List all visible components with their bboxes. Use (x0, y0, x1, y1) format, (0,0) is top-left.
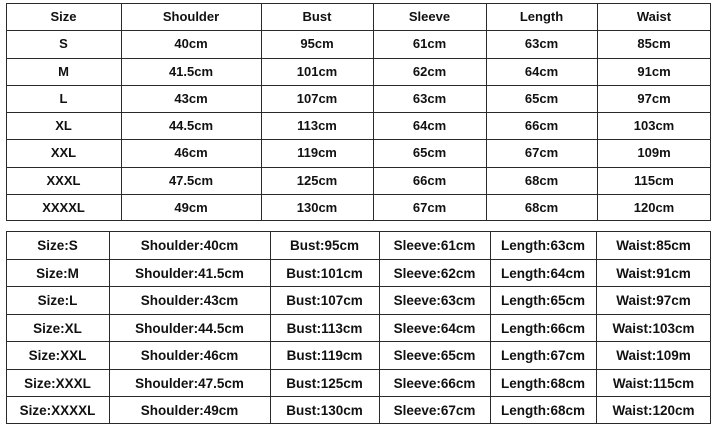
table-cell: 43cm (174, 91, 208, 106)
table-cell: 97cm (637, 91, 671, 106)
table-cell: Sleeve:64cm (393, 320, 476, 336)
table-cell: 64cm (524, 64, 559, 79)
table-cell: 119cm (297, 145, 337, 160)
table-cell: 61cm (412, 36, 447, 51)
table-cell: S (59, 36, 68, 51)
table-cell: XXXL (46, 173, 81, 188)
table-cell: Length:68cm (500, 375, 585, 391)
table-cell: 115cm (634, 173, 674, 188)
table-cell: Bust:113cm (286, 320, 363, 336)
table-cell: Length:66cm (500, 320, 585, 336)
table-cell: Sleeve:66cm (393, 375, 476, 391)
table-cell: 107cm (296, 91, 338, 106)
table-cell: Shoulder:41.5cm (135, 265, 244, 281)
table-cell: Waist:97cm (616, 292, 691, 308)
table-row (6, 85, 711, 112)
table-row (6, 112, 711, 139)
table-cell: Shoulder:43cm (140, 292, 239, 308)
size-chart-labeled-table (6, 231, 711, 424)
table-row (6, 259, 711, 287)
header-cell: Shoulder (162, 9, 220, 24)
table-cell: 65cm (412, 145, 447, 160)
table-cell: Sleeve:61cm (393, 237, 476, 253)
table-cell: 101cm (296, 64, 338, 79)
table-cell: Sleeve:67cm (393, 402, 476, 418)
table-row (6, 341, 711, 369)
table-cell: Size:XXXXL (19, 402, 96, 418)
table-cell: 125cm (296, 173, 338, 188)
table-cell: 68cm (524, 200, 559, 215)
table-cell: 67cm (412, 200, 447, 215)
header-cell: Bust (302, 9, 332, 24)
table-cell: Size:XXXL (24, 375, 91, 391)
table-cell: M (58, 64, 69, 79)
table-cell: 109m (637, 145, 671, 160)
table-cell: 103cm (633, 118, 675, 133)
table-cell: Size:XL (33, 320, 82, 336)
table-row (6, 30, 711, 57)
table-cell: 63cm (412, 91, 447, 106)
table-cell: 68cm (524, 173, 559, 188)
table-cell: Shoulder:47.5cm (135, 375, 244, 391)
header-cell: Size (50, 9, 77, 24)
table-row (6, 286, 711, 314)
table-cell: 85cm (637, 36, 671, 51)
table-cell: Length:64cm (500, 265, 585, 281)
table-cell: Size:XXL (28, 347, 87, 363)
table-row (6, 58, 711, 85)
table-cell: 113cm (297, 118, 337, 133)
table-cell: 130cm (296, 200, 338, 215)
table-cell: L (59, 91, 68, 106)
table-row (6, 314, 711, 342)
table-cell: Shoulder:49cm (140, 402, 239, 418)
table-cell: 64cm (412, 118, 447, 133)
table-cell: 65cm (524, 91, 559, 106)
table-cell: 63cm (524, 36, 559, 51)
table-cell: Size:L (37, 292, 78, 308)
table-cell: Bust:101cm (286, 265, 363, 281)
table-cell: 66cm (524, 118, 559, 133)
table-header-row (6, 3, 711, 30)
table-cell: Length:67cm (500, 347, 585, 363)
table-cell: Sleeve:63cm (393, 292, 476, 308)
table-cell: XL (55, 118, 72, 133)
table-row (6, 369, 711, 397)
header-cell: Waist (636, 9, 672, 24)
table-row (6, 139, 711, 166)
table-cell: Bust:130cm (286, 402, 363, 418)
table-cell: Shoulder:44.5cm (135, 320, 244, 336)
table-cell: Sleeve:62cm (393, 265, 476, 281)
table-cell: XXXXL (42, 200, 85, 215)
table-cell: Bust:119cm (286, 347, 363, 363)
table-cell: Size:M (36, 265, 79, 281)
size-chart-table (6, 3, 711, 221)
table-cell: Length:63cm (500, 237, 585, 253)
table-cell: 95cm (300, 36, 334, 51)
table-cell: Waist:91cm (616, 265, 691, 281)
table-row (6, 231, 711, 259)
header-cell: Length (519, 9, 564, 24)
table-cell: 62cm (412, 64, 447, 79)
table-cell: 40cm (174, 36, 208, 51)
table-cell: Bust:125cm (286, 375, 363, 391)
table-cell: Length:68cm (500, 402, 585, 418)
table-cell: Bust:107cm (286, 292, 363, 308)
table-cell: 120cm (633, 200, 675, 215)
table-row (6, 194, 711, 221)
table-cell: XXL (50, 145, 77, 160)
table-cell: 67cm (524, 145, 559, 160)
table-cell: Waist:115cm (612, 375, 695, 391)
table-cell: 91cm (637, 64, 671, 79)
table-cell: Length:65cm (500, 292, 585, 308)
table-cell: 49cm (174, 200, 208, 215)
table-cell: 44.5cm (168, 118, 214, 133)
table-cell: 66cm (412, 173, 447, 188)
table-cell: Waist:109m (616, 347, 691, 363)
table-row (6, 396, 711, 424)
table-cell: Size:S (37, 237, 78, 253)
header-cell: Sleeve (408, 9, 451, 24)
table-cell: 47.5cm (168, 173, 214, 188)
table-cell: Sleeve:65cm (393, 347, 476, 363)
table-cell: 46cm (174, 145, 208, 160)
table-row (6, 167, 711, 194)
table-cell: Bust:95cm (289, 237, 360, 253)
table-cell: 41.5cm (168, 64, 214, 79)
table-cell: Shoulder:40cm (140, 237, 239, 253)
table-cell: Shoulder:46cm (140, 347, 239, 363)
table-cell: Waist:120cm (612, 402, 695, 418)
table-cell: Waist:85cm (616, 237, 691, 253)
table-cell: Waist:103cm (612, 320, 695, 336)
